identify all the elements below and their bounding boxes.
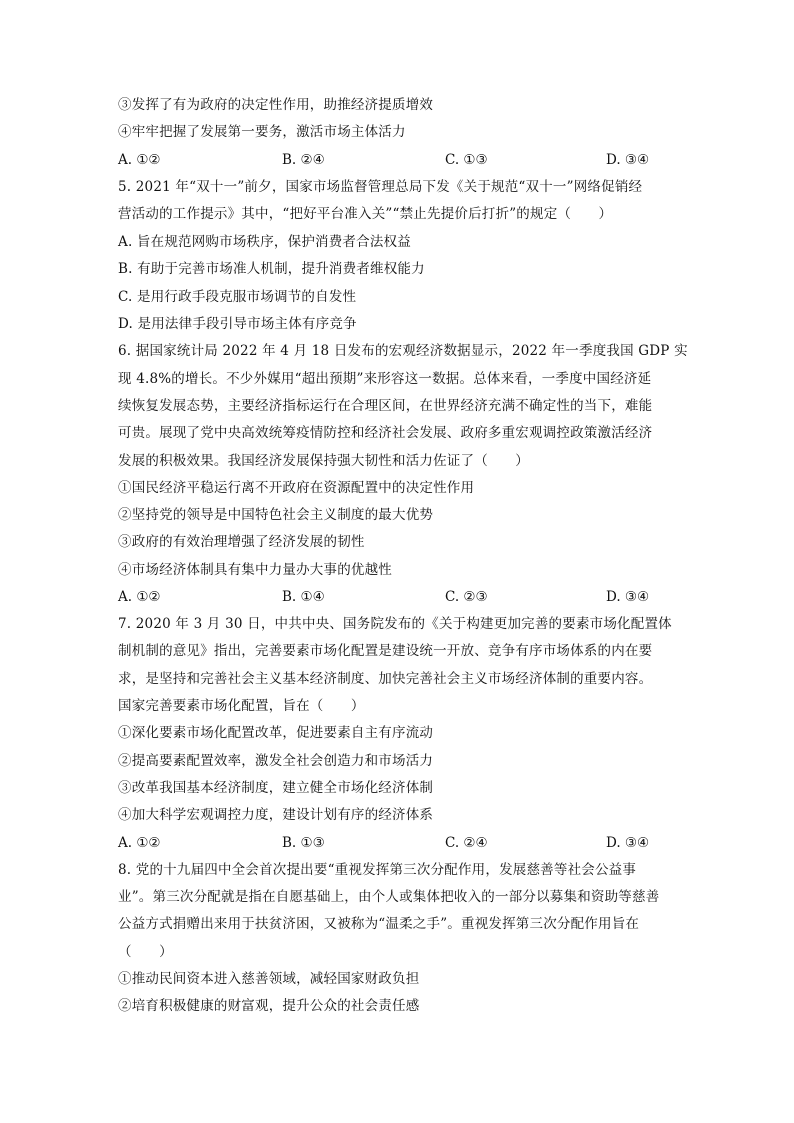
- q4-option-b: B. ②④: [282, 152, 325, 168]
- q8-item-2: ②培育积极健康的财富观，提升公众的社会责任感: [118, 998, 420, 1014]
- q6-option-b: B. ①④: [282, 589, 325, 605]
- q6-stem-line-4: 可贵。展现了党中央高效统筹疫情防控和经济社会发展、政府多重宏观调控政策激活经济: [118, 425, 653, 441]
- q8-item-1: ①推动民间资本进入慈善领域，减轻国家财政负担: [118, 971, 420, 987]
- q7-stem-line-3: 求，是坚持和完善社会主义基本经济制度、加快完善社会主义市场经济体制的重要内容。: [118, 671, 653, 687]
- q4-item-4: ④牢牢把握了发展第一要务，激活市场主体活力: [118, 124, 406, 140]
- q4-item-3: ③发挥了有为政府的决定性作用，助推经济提质增效: [118, 97, 434, 113]
- q6-item-3: ③政府的有效治理增强了经济发展的韧性: [118, 534, 365, 550]
- q6-item-4: ④市场经济体制具有集中力量办大事的优越性: [118, 562, 392, 578]
- q5-choice-c: C. 是用行政手段克服市场调节的自发性: [118, 289, 357, 305]
- q6-option-c: C. ②③: [445, 589, 488, 605]
- q6-option-a: A. ①②: [118, 589, 161, 605]
- q7-option-b: B. ①③: [282, 835, 325, 851]
- q6-stem-line-5: 发展的积极效果。我国经济发展保持强大韧性和活力佐证了（ ）: [118, 453, 529, 469]
- q7-stem-line-4: 国家完善要素市场化配置，旨在（ ）: [118, 698, 365, 714]
- q4-option-c: C. ①③: [445, 152, 488, 168]
- q7-item-2: ②提高要素配置效率，激发全社会创造力和市场活力: [118, 753, 434, 769]
- q7-item-4: ④加大科学宏观调控力度，建设计划有序的经济体系: [118, 807, 434, 823]
- q6-stem-line-3: 续恢复发展态势，主要经济指标运行在合理区间，在世界经济充满不确定性的当下，难能: [118, 398, 653, 414]
- q4-option-a: A. ①②: [118, 152, 161, 168]
- q6-stem-line-1: 6. 据国家统计局 2022 年 4 月 18 日发布的宏观经济数据显示，2022 年一季度我国 GDP 实: [118, 343, 688, 359]
- q6-option-d: D. ③④: [606, 589, 650, 605]
- q7-item-3: ③改革我国基本经济制度，建立健全市场化经济体制: [118, 780, 434, 796]
- q8-stem-line-3: 公益方式捐赠出来用于扶贫济困，又被称为“温柔之手”。重视发挥第三次分配作用旨在: [118, 916, 640, 932]
- q5-choice-b: B. 有助于完善市场准人机制，提升消费者维权能力: [118, 261, 425, 277]
- q4-option-d: D. ③④: [606, 152, 650, 168]
- q8-stem-line-2: 业”。第三次分配就是指在自愿基础上，由个人或集体把收入的一部分以募集和资助等慈善: [118, 889, 660, 905]
- q7-stem-line-2: 制机制的意见》指出，完善要素市场化配置是建设统一开放、竞争有序市场体系的内在要: [118, 643, 653, 659]
- q6-stem-line-2: 现 4.8%的增长。不少外媒用“超出预期”来形容这一数据。总体来看，一季度中国经济延: [118, 371, 652, 387]
- q8-stem-line-4: （ ）: [118, 944, 173, 960]
- q6-item-2: ②坚持党的领导是中国特色社会主义制度的最大优势: [118, 507, 434, 523]
- q5-choice-d: D. 是用法律手段引导市场主体有序竞争: [118, 316, 357, 332]
- q7-option-d: D. ③④: [606, 835, 650, 851]
- q7-stem-line-1: 7. 2020 年 3 月 30 日，中共中央、国务院发布的《关于构建更加完善的要素市场化配置体: [118, 616, 672, 632]
- q5-choice-a: A. 旨在规范网购市场秩序，保护消费者合法权益: [118, 234, 411, 250]
- q7-item-1: ①深化要素市场化配置改革，促进要素自主有序流动: [118, 725, 434, 741]
- q5-stem-line-1: 5. 2021 年“双十一”前夕，国家市场监督管理总局下发《关于规范“双十一”网络促销经: [118, 179, 643, 195]
- q7-option-a: A. ①②: [118, 835, 161, 851]
- q7-option-c: C. ②④: [445, 835, 488, 851]
- q8-stem-line-1: 8. 党的十九届四中全会首次提出要“重视发挥第三次分配作用，发展慈善等社会公益事: [118, 862, 637, 878]
- q5-stem-line-2: 营活动的工作提示》其中，“把好平台准入关”“禁止先提价后打折”的规定（ ）: [118, 206, 613, 222]
- q6-item-1: ①国民经济平稳运行离不开政府在资源配置中的决定性作用: [118, 480, 475, 496]
